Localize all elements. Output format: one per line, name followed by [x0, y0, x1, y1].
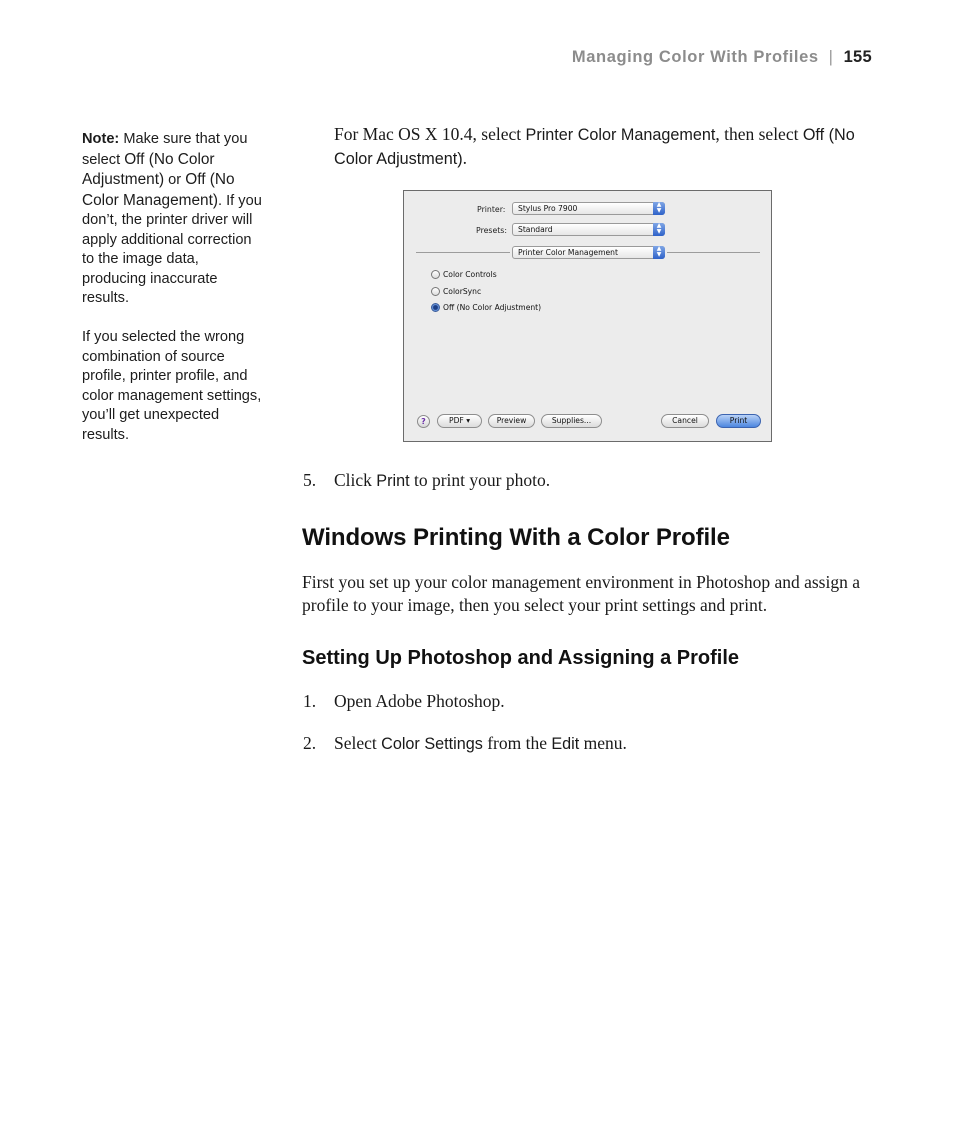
- step-5: [303, 469, 550, 493]
- section-heading: Windows Printing With a Color Profile: [302, 524, 730, 551]
- popup-arrows-icon: ▲ ▼: [653, 223, 665, 236]
- pdf-button[interactable]: PDF ▾: [437, 414, 482, 428]
- step-number: 2.: [303, 733, 317, 753]
- radio-color-controls[interactable]: [431, 270, 440, 279]
- radio-colorsync[interactable]: [431, 287, 440, 296]
- section-paragraph: First you set up your color management environment in Photoshop and assign a profile to your image, then you select your print settings and print.: [302, 572, 860, 615]
- step-text: Click: [334, 470, 377, 490]
- note-term: Off (No Color Management): [82, 171, 235, 209]
- intro-term: Printer Color Management: [525, 126, 716, 144]
- note-text: Make sure that you select: [82, 131, 248, 168]
- radio-label: Off (No Color Adjustment): [443, 303, 542, 312]
- note-label: Note:: [82, 131, 120, 147]
- step-text: to print your photo.: [409, 470, 551, 490]
- popup-arrows-icon: ▲ ▼: [653, 246, 665, 259]
- step-term: Print: [376, 472, 410, 490]
- subsection-heading: Setting Up Photoshop and Assigning a Profile: [302, 647, 740, 669]
- cancel-button[interactable]: Cancel: [661, 414, 709, 428]
- step-number: 1.: [303, 691, 317, 711]
- step-text: menu.: [579, 733, 627, 753]
- note-text: or: [164, 172, 186, 188]
- step-2: [303, 732, 627, 756]
- radio-label: ColorSync: [443, 287, 482, 296]
- printer-label: Printer:: [477, 205, 506, 214]
- page-header: [572, 48, 872, 67]
- step-text: Select: [334, 733, 382, 753]
- note-text: . If you don’t, the printer driver will apply additional correction to the image data, producing inaccurate results.: [82, 192, 262, 306]
- step-number: 5.: [303, 470, 317, 490]
- print-button[interactable]: Print: [716, 414, 761, 428]
- note-term: Off (No Color Adjustment): [82, 150, 215, 188]
- presets-popup[interactable]: [512, 223, 665, 236]
- panel-value: Printer Color Management: [518, 248, 618, 257]
- printer-value: Stylus Pro 7900: [518, 204, 578, 213]
- supplies-button[interactable]: Supplies...: [541, 414, 602, 428]
- note-paragraph: [82, 130, 266, 309]
- print-dialog: [403, 190, 772, 442]
- radio-off-no-color-adjustment[interactable]: [431, 303, 440, 312]
- intro-text: .: [462, 148, 468, 168]
- intro-paragraph: [334, 123, 879, 171]
- intro-text: For Mac OS X 10.4, select: [334, 124, 526, 144]
- step-term: Edit: [551, 735, 580, 753]
- sidebar-note: [82, 130, 266, 465]
- step-text: from the: [482, 733, 552, 753]
- step-1: [303, 690, 505, 713]
- popup-arrows-icon: ▲ ▼: [653, 202, 665, 215]
- header-separator: |: [828, 48, 834, 66]
- presets-value: Standard: [518, 225, 553, 234]
- presets-label: Presets:: [476, 226, 508, 235]
- step-term: Color Settings: [381, 735, 483, 753]
- sidebar-paragraph: If you selected the wrong combination of source profile, printer profile, and color management settings, you’ll get unexpected results.: [82, 329, 262, 443]
- divider-right: [667, 252, 760, 253]
- help-button[interactable]: ?: [417, 415, 430, 428]
- radio-label: Color Controls: [443, 270, 497, 279]
- printer-popup[interactable]: [512, 202, 665, 215]
- panel-popup[interactable]: [512, 246, 665, 259]
- page-number: 155: [843, 48, 872, 66]
- intro-text: , then select: [715, 124, 803, 144]
- divider-left: [416, 252, 510, 253]
- preview-button[interactable]: Preview: [488, 414, 535, 428]
- header-title: Managing Color With Profiles: [571, 48, 819, 66]
- step-text: Open Adobe Photoshop.: [334, 691, 505, 711]
- intro-term: Off (No Color Adjustment): [334, 126, 855, 168]
